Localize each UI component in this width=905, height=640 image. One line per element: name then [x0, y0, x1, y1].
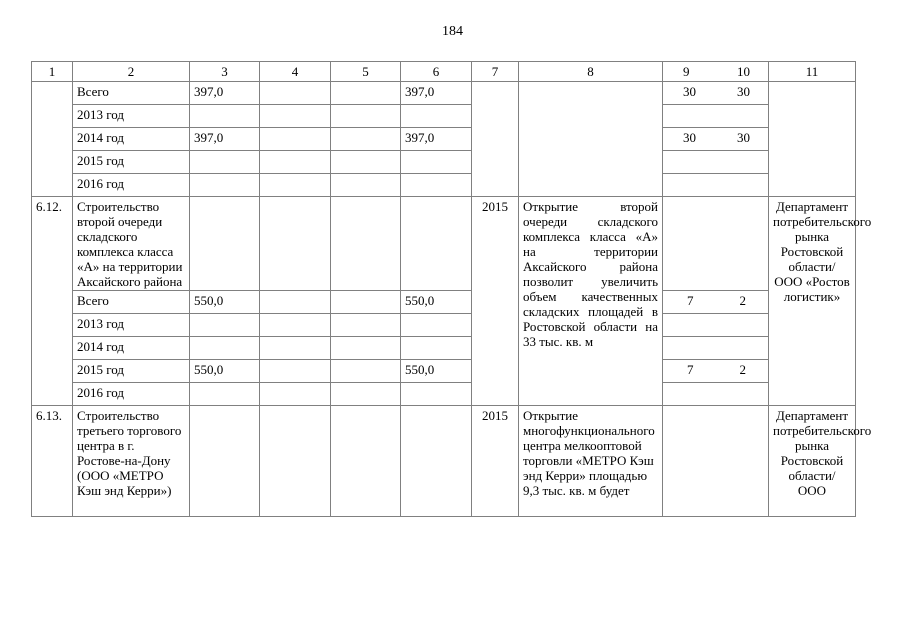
cell-col5 [331, 383, 401, 406]
table-row [32, 383, 856, 406]
row-label: 2015 год [73, 151, 190, 174]
cell-col5 [331, 314, 401, 337]
cell-col4 [260, 128, 331, 151]
cell-col4 [260, 291, 331, 314]
cell-col9-10 [663, 82, 769, 105]
row-label: Всего [73, 82, 190, 105]
cell-col6 [401, 174, 472, 197]
item-number: 6.13. [32, 406, 73, 517]
cell-col9-10 [663, 105, 769, 128]
cell-col4 [260, 360, 331, 383]
table-row [32, 406, 856, 517]
row-label: 2016 год [73, 174, 190, 197]
row-label: 2013 год [73, 105, 190, 128]
cell-col9-10 [663, 360, 769, 383]
table-row [32, 337, 856, 360]
cell-col6: 550,0 [401, 360, 472, 383]
cell-col4 [260, 174, 331, 197]
cell-col3: 550,0 [190, 291, 260, 314]
cell-col9-10 [663, 337, 769, 360]
cell-col3 [190, 337, 260, 360]
table-row [32, 197, 856, 291]
cell-col5 [331, 197, 401, 291]
item-executor-text: Департамент потребительского рынка Ростовской области/ ООО «Ростов логистик» [773, 199, 872, 304]
col-header-4: 4 [260, 62, 331, 82]
cell-col10: 2 [739, 293, 746, 308]
cell-col10: 2 [739, 362, 746, 377]
cell-col10: 30 [737, 84, 750, 99]
cell-col5 [331, 151, 401, 174]
cell-col8 [519, 82, 663, 197]
row-label: 2013 год [73, 314, 190, 337]
cell-col9-10 [663, 291, 769, 314]
header-row [32, 62, 856, 82]
cell-col3 [190, 314, 260, 337]
cell-col5 [331, 406, 401, 517]
cell-col3 [190, 197, 260, 291]
cell-col5 [331, 360, 401, 383]
cell-col9-10 [663, 174, 769, 197]
col-header-5: 5 [331, 62, 401, 82]
col-header-1: 1 [32, 62, 73, 82]
row-label: 2016 год [73, 383, 190, 406]
cell-col6 [401, 105, 472, 128]
cell-col6 [401, 197, 472, 291]
cell-col4 [260, 314, 331, 337]
cell-col4 [260, 406, 331, 517]
cell-col3 [190, 383, 260, 406]
col-header-9-10 [663, 62, 769, 82]
item-year: 2015 [472, 406, 519, 517]
table-row [32, 105, 856, 128]
cell-col3: 397,0 [190, 82, 260, 105]
cell-col6: 397,0 [401, 82, 472, 105]
item-name: Строительство второй очереди складского комплекса класса «А» на территории Аксайского района [73, 197, 190, 291]
table-row [32, 174, 856, 197]
cell-col4 [260, 151, 331, 174]
col-header-2: 2 [73, 62, 190, 82]
cell-col7 [472, 82, 519, 197]
table-row [32, 128, 856, 151]
cell-col9: 30 [683, 130, 696, 145]
cell-col6: 397,0 [401, 128, 472, 151]
cell-col6 [401, 314, 472, 337]
cell-col9-10 [663, 406, 769, 517]
program-table [31, 61, 872, 517]
row-label: 2014 год [73, 128, 190, 151]
col-header-8: 8 [519, 62, 663, 82]
col-header-9: 9 [683, 64, 690, 79]
cell-col11 [769, 82, 856, 197]
cell-col5 [331, 291, 401, 314]
col-header-11: 11 [769, 62, 856, 82]
col-header-10: 10 [737, 64, 750, 79]
table-row [32, 360, 856, 383]
cell-col6 [401, 383, 472, 406]
item-executor: Департамент потребительского рынка Ростовской области/ ООО [769, 406, 856, 517]
cell-col10: 30 [737, 130, 750, 145]
cell-col5 [331, 337, 401, 360]
cell-col9-10 [663, 197, 769, 291]
cell-col3 [190, 406, 260, 517]
cell-col9: 30 [683, 84, 696, 99]
table-row [32, 151, 856, 174]
table-row [32, 291, 856, 314]
cell-col9-10 [663, 314, 769, 337]
col-header-3: 3 [190, 62, 260, 82]
cell-col5 [331, 82, 401, 105]
cell-col9-10 [663, 151, 769, 174]
cell-col3 [190, 151, 260, 174]
item-name-text: Строительство третьего торгового центра в г. Ростове-на-Дону (ООО «МЕТРО Кэш энд Керри») [77, 408, 182, 498]
cell-col4 [260, 383, 331, 406]
col-header-7: 7 [472, 62, 519, 82]
item-number: 6.12. [32, 197, 73, 406]
cell-col3: 550,0 [190, 360, 260, 383]
cell-col5 [331, 128, 401, 151]
item-year: 2015 [472, 197, 519, 406]
row-label: Всего [73, 291, 190, 314]
cell-col9-10 [663, 383, 769, 406]
table-row [32, 82, 856, 105]
row-label: 2014 год [73, 337, 190, 360]
item-result [519, 197, 663, 406]
item-executor [769, 197, 872, 406]
page-number: 184 [442, 24, 463, 39]
cell-col5 [331, 174, 401, 197]
cell-col6 [401, 337, 472, 360]
cell-col9: 7 [687, 293, 694, 308]
row-label: 2015 год [73, 360, 190, 383]
row-number-cell [32, 82, 73, 197]
item-result-text: Открытие второй очереди складского комплекса класса «А» на территории Аксайского района позволит увеличить объем качественных складских площадей в Ростовской области на 33 тыс. кв. м [523, 199, 658, 349]
cell-col4 [260, 337, 331, 360]
cell-col3 [190, 105, 260, 128]
item-result: Открытие многофункционального центра мелкооптовой торговли «МЕТРО Кэш энд Керри» площадью 9,3 тыс. кв. м будет [519, 406, 663, 517]
col-header-6: 6 [401, 62, 472, 82]
cell-col6: 550,0 [401, 291, 472, 314]
cell-col4 [260, 82, 331, 105]
table-row [32, 314, 856, 337]
cell-col4 [260, 197, 331, 291]
cell-col9-10 [663, 128, 769, 151]
cell-col6 [401, 151, 472, 174]
cell-col4 [260, 105, 331, 128]
item-name [73, 406, 190, 517]
cell-col6 [401, 406, 472, 517]
cell-col3: 397,0 [190, 128, 260, 151]
cell-col3 [190, 174, 260, 197]
cell-col9: 7 [687, 362, 694, 377]
cell-col5 [331, 105, 401, 128]
